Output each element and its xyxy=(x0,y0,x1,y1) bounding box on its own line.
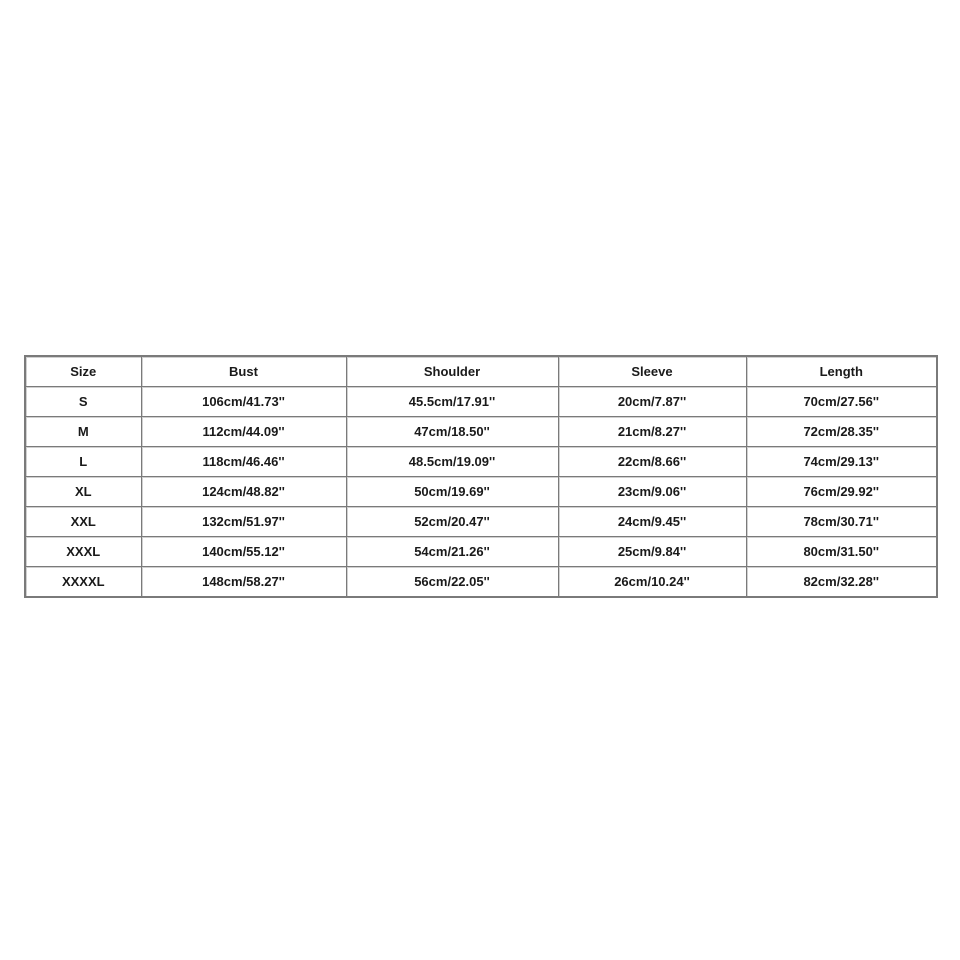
cell-sleeve: 25cm/9.84'' xyxy=(558,537,746,567)
cell-size: XXXXL xyxy=(25,567,141,598)
cell-sleeve: 23cm/9.06'' xyxy=(558,477,746,507)
cell-sleeve: 26cm/10.24'' xyxy=(558,567,746,598)
cell-sleeve: 22cm/8.66'' xyxy=(558,447,746,477)
header-length: Length xyxy=(746,356,937,387)
cell-sleeve: 24cm/9.45'' xyxy=(558,507,746,537)
table-row xyxy=(25,537,937,567)
header-sleeve: Sleeve xyxy=(558,356,746,387)
cell-shoulder: 45.5cm/17.91'' xyxy=(346,387,558,417)
cell-bust: 140cm/55.12'' xyxy=(141,537,346,567)
cell-length: 78cm/30.71'' xyxy=(746,507,937,537)
cell-shoulder: 56cm/22.05'' xyxy=(346,567,558,598)
table-row xyxy=(25,447,937,477)
cell-bust: 148cm/58.27'' xyxy=(141,567,346,598)
cell-size: S xyxy=(25,387,141,417)
cell-bust: 106cm/41.73'' xyxy=(141,387,346,417)
table-row xyxy=(25,477,937,507)
cell-length: 80cm/31.50'' xyxy=(746,537,937,567)
cell-size: M xyxy=(25,417,141,447)
header-shoulder: Shoulder xyxy=(346,356,558,387)
cell-bust: 132cm/51.97'' xyxy=(141,507,346,537)
cell-shoulder: 52cm/20.47'' xyxy=(346,507,558,537)
header-row xyxy=(25,356,937,387)
cell-bust: 118cm/46.46'' xyxy=(141,447,346,477)
cell-size: XXL xyxy=(25,507,141,537)
size-chart-table xyxy=(24,355,938,598)
cell-bust: 112cm/44.09'' xyxy=(141,417,346,447)
cell-shoulder: 54cm/21.26'' xyxy=(346,537,558,567)
table-row xyxy=(25,417,937,447)
table-row xyxy=(25,507,937,537)
table-row xyxy=(25,387,937,417)
cell-size: L xyxy=(25,447,141,477)
header-size: Size xyxy=(25,356,141,387)
cell-shoulder: 48.5cm/19.09'' xyxy=(346,447,558,477)
cell-bust: 124cm/48.82'' xyxy=(141,477,346,507)
cell-shoulder: 47cm/18.50'' xyxy=(346,417,558,447)
cell-sleeve: 21cm/8.27'' xyxy=(558,417,746,447)
cell-length: 76cm/29.92'' xyxy=(746,477,937,507)
cell-size: XL xyxy=(25,477,141,507)
cell-length: 70cm/27.56'' xyxy=(746,387,937,417)
cell-sleeve: 20cm/7.87'' xyxy=(558,387,746,417)
cell-length: 82cm/32.28'' xyxy=(746,567,937,598)
header-bust: Bust xyxy=(141,356,346,387)
cell-shoulder: 50cm/19.69'' xyxy=(346,477,558,507)
cell-length: 74cm/29.13'' xyxy=(746,447,937,477)
table-row xyxy=(25,567,937,598)
cell-length: 72cm/28.35'' xyxy=(746,417,937,447)
cell-size: XXXL xyxy=(25,537,141,567)
